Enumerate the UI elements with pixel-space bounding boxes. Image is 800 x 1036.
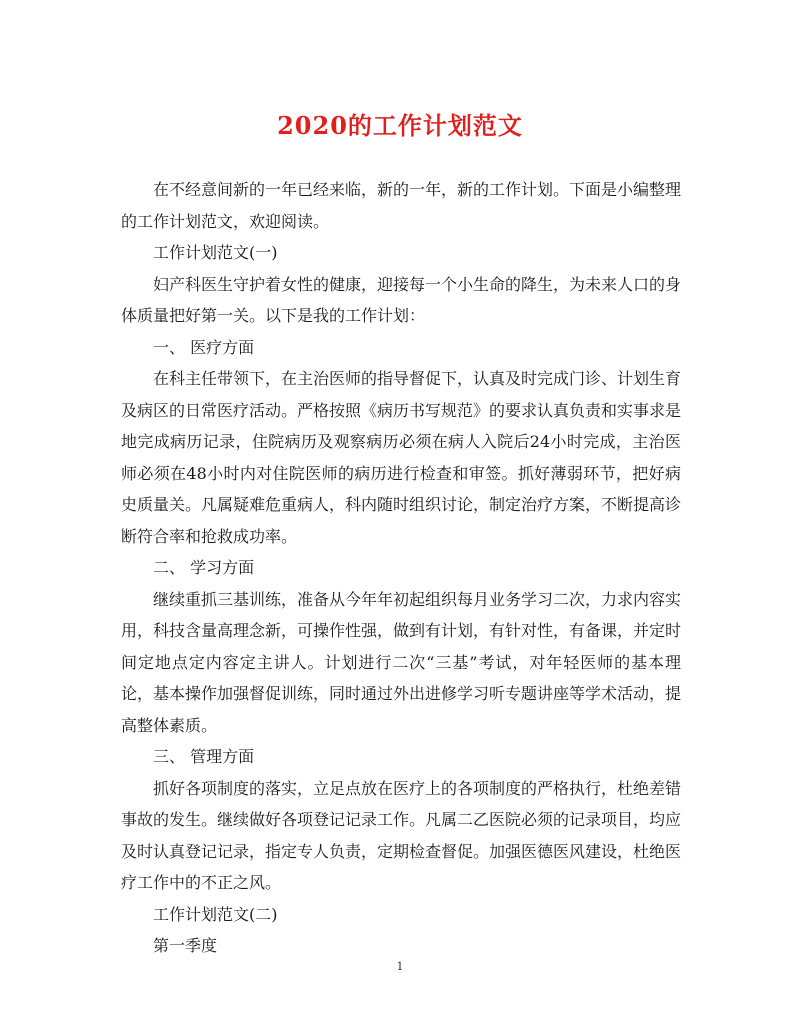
body-paragraph: 抓好各项制度的落实，立足点放在医疗上的各项制度的严格执行，杜绝差错事故的发生。继续做好各项登记记录工作。凡属二乙医院必须的记录项目，均应及时认真登记记录，指定专人负责，定期检查督促。加强医德医风建设，杜绝医疗工作中的不正之风。 [121,778,682,892]
page-title: 2020的工作计划范文 [277,111,523,140]
subheading-medical: 一、 医疗方面 [153,337,255,357]
subheading-first-quarter: 第一季度 [153,936,218,955]
document-body [121,174,681,962]
page-number: 1 [396,960,404,973]
section-heading-plan-two: 工作计划范文(二) [153,904,278,924]
body-paragraph: 在科主任带领下，在主治医师的指导督促下，认真及时完成门诊、计划生育及病区的日常医疗活动。严格按照《病历书写规范》的要求认真负责和实事求是地完成病历记录，住院病历及观察病历必须在病人入院后24小时完成，主治医师必须在48小时内对住院医师的病历进行检查和审签。抓好薄弱环节，把好病史质量关。凡属疑难危重病人，科内随时组织讨论，制定治疗方案，不断提高诊断符合率和抢救成功率。 [121,369,682,546]
intro-paragraph: 在不经意间新的一年已经来临，新的一年，新的工作计划。下面是小编整理的工作计划范文，欢迎阅读。 [121,180,682,231]
body-paragraph: 妇产科医生守护着女性的健康，迎接每一个小生命的降生，为未来人口的身体质量把好第一关。以下是我的工作计划： [121,274,682,325]
section-heading-plan-one: 工作计划范文(一) [153,243,278,262]
subheading-study: 二、 学习方面 [153,558,255,577]
subheading-management: 三、 管理方面 [153,747,255,766]
body-paragraph: 继续重抓三基训练，准备从今年年初起组织每月业务学习二次，力求内容实用，科技含量高理念新，可操作性强，做到有计划，有针对性，有备课，并定时间定地点定内容定主讲人。计划进行二次“三基”考试，对年轻医师的基本理论，基本操作加强督促训练，同时通过外出进修学习听专题讲座等学术活动，提高整体素质。 [121,589,682,735]
